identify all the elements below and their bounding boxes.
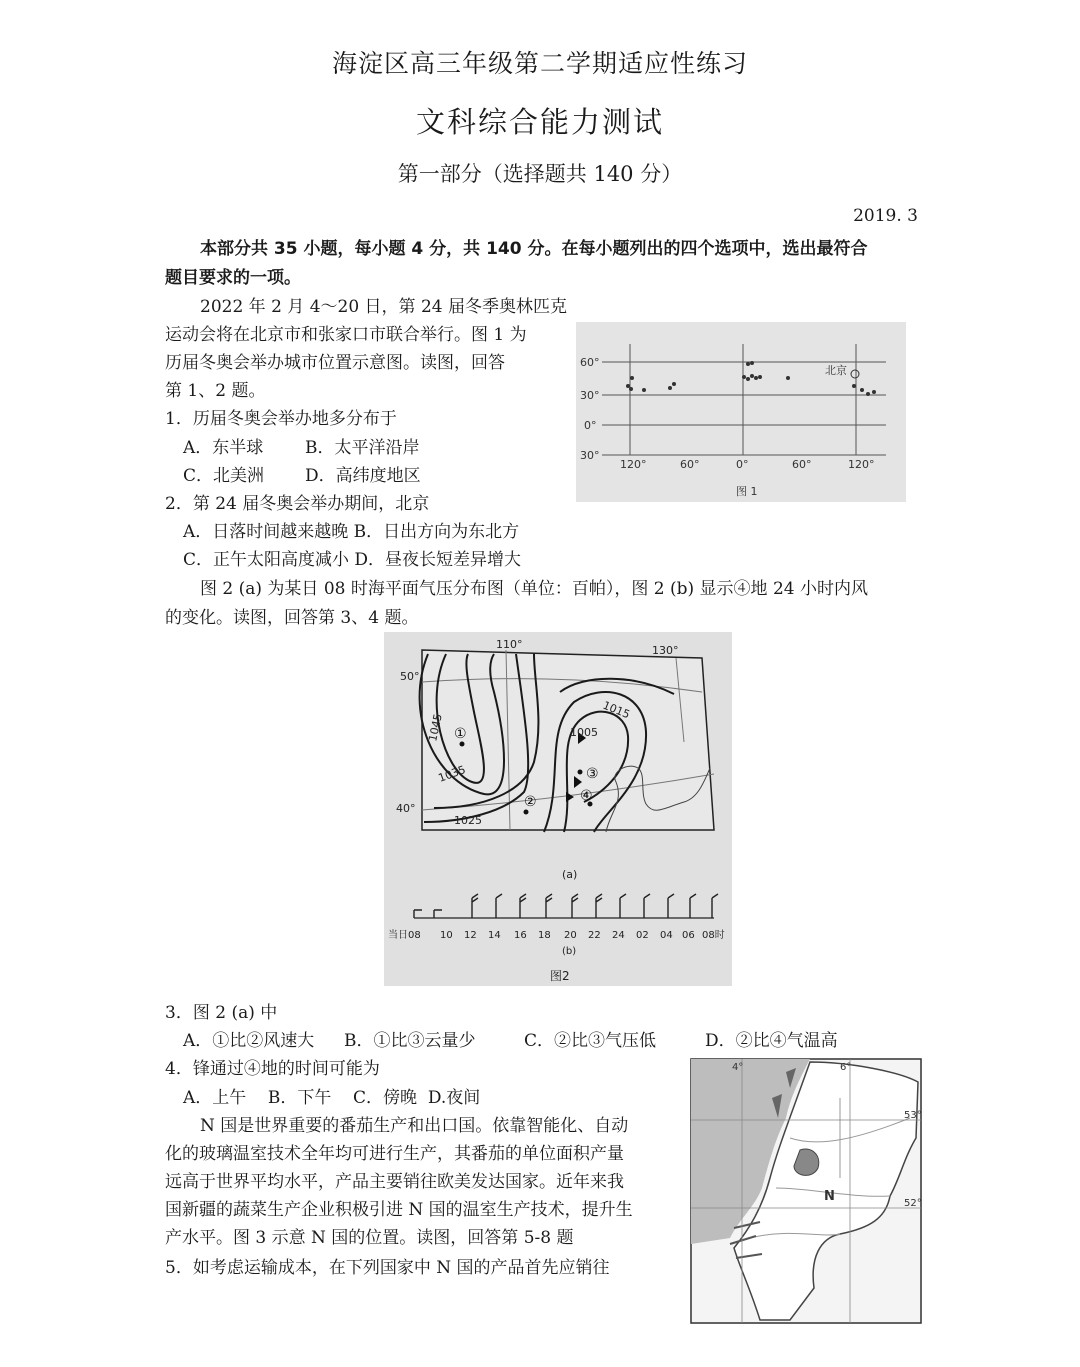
time-label-22: 22 (588, 930, 601, 941)
fig1-caption: 图 1 (736, 485, 758, 498)
part-heading: 第一部分（选择题共 140 分） (397, 162, 683, 186)
fig2-lon-110: 110° (496, 638, 523, 651)
figure-3-map (690, 1058, 922, 1324)
fig3-country-label: N (824, 1189, 835, 1204)
point-3: ③ (586, 766, 599, 782)
question-4-stem: 4．锋通过④地的时间可能为 (165, 1059, 380, 1079)
fig1-lon-120e: 120° (848, 458, 875, 471)
passage1-line-1: 2022 年 2 月 4～20 日，第 24 届冬季奥林匹克 (200, 297, 567, 317)
passage1-line-3: 历届冬奥会举办城市位置示意图。读图，回答 (165, 353, 505, 373)
time-label-20: 20 (564, 930, 577, 941)
question-1-option-c: C．北美洲 (183, 466, 265, 486)
time-label-08: 当日08 (388, 930, 421, 941)
passage2-line-2: 的变化。读图，回答第 3、4 题。 (165, 608, 419, 628)
point-4: ④ (580, 788, 593, 804)
fig2-sub-b: (b) (562, 946, 577, 957)
passage3-line-3: 远高于世界平均水平，产品主要销往欧美发达国家。近年来我 (165, 1172, 624, 1192)
question-3-option-d: D．②比④气温高 (705, 1031, 838, 1051)
passage2-line-1: 图 2 (a) 为某日 08 时海平面气压分布图（单位：百帕），图 2 (b) 显示④地 24 小时内风 (200, 579, 868, 599)
passage1-line-2: 运动会将在北京市和张家口市联合举行。图 1 为 (165, 325, 527, 345)
fig1-lon-0: 0° (736, 458, 749, 471)
exam-subtitle: 文科综合能力测试 (415, 105, 664, 139)
fig2-lon-130: 130° (652, 644, 679, 657)
isobar-1045: 1045 (426, 712, 445, 743)
passage1-line-4: 第 1、2 题。 (165, 381, 266, 401)
fig1-lon-60e: 60° (792, 458, 812, 471)
time-label-06: 06 (682, 930, 695, 941)
time-label-16: 16 (514, 930, 527, 941)
isobar-1035: 1035 (436, 763, 468, 785)
fig3-lat-53: 53° (904, 1110, 922, 1121)
time-label-24: 24 (612, 930, 625, 941)
fig1-beijing-label: 北京 (825, 364, 847, 377)
fig1-lon-60w: 60° (680, 458, 700, 471)
question-2-stem: 2．第 24 届冬奥会举办期间，北京 (165, 494, 430, 514)
fig2-caption: 图2 (550, 969, 570, 983)
question-2-options-ab: A．日落时间越来越晚 B．日出方向为东北方 (183, 522, 520, 542)
passage3-line-1: N 国是世界重要的番茄生产和出口国。依靠智能化、自动 (200, 1116, 629, 1136)
question-4-options: A．上午 B．下午 C．傍晚 D.夜间 (183, 1088, 481, 1108)
fig2-lat-40: 40° (396, 802, 416, 815)
point-2: ② (524, 794, 537, 810)
fig1-lat-0: 0° (584, 419, 597, 432)
question-3-stem: 3．图 2 (a) 中 (165, 1003, 278, 1023)
instructions-line-2: 题目要求的一项。 (165, 268, 301, 288)
question-1-stem: 1．历届冬奥会举办地多分布于 (165, 409, 397, 429)
time-label-02: 02 (636, 930, 649, 941)
question-2-options-cd: C．正午太阳高度减小 D．昼夜长短差异增大 (183, 550, 522, 570)
time-label-04: 04 (660, 930, 673, 941)
fig1-lon-120w: 120° (620, 458, 647, 471)
fig1-lat-60: 60° (580, 356, 600, 369)
fig3-lon-4: 4° (732, 1062, 744, 1073)
fig2-lat-50: 50° (400, 670, 420, 683)
time-label-10: 10 (440, 930, 453, 941)
question-1-option-d: D．高纬度地区 (305, 466, 421, 486)
question-3-option-b: B．①比③云量少 (344, 1031, 476, 1051)
passage3-line-2: 化的玻璃温室技术全年均可进行生产，其番茄的单位面积产量 (165, 1144, 624, 1164)
instructions-line-1: 本部分共 35 小题，每小题 4 分，共 140 分。在每小题列出的四个选项中，选出最符合 (200, 239, 868, 259)
passage3-line-5: 产水平。图 3 示意 N 国的位置。读图，回答第 5-8 题 (165, 1228, 574, 1248)
fig1-lat-30s: 30° (580, 449, 600, 462)
point-1: ① (454, 726, 467, 742)
question-5-stem: 5．如考虑运输成本，在下列国家中 N 国的产品首先应销往 (165, 1258, 610, 1278)
fig2-sub-a: (a) (562, 868, 578, 881)
isobar-1015: 1015 (600, 698, 632, 722)
time-label-14: 14 (488, 930, 501, 941)
question-3-option-a: A．①比②风速大 (183, 1031, 315, 1051)
time-label-08-next: 08时 (702, 930, 725, 941)
figure-1-map (576, 322, 906, 502)
passage3-line-4: 国新疆的蔬菜生产企业积极引进 N 国的温室生产技术，提升生 (165, 1200, 633, 1220)
fig3-lon-6: 6° (840, 1062, 852, 1073)
question-1-option-b: B．太平洋沿岸 (305, 438, 420, 458)
isobar-1005: 1005 (570, 726, 598, 739)
time-label-18: 18 (538, 930, 551, 941)
time-label-12: 12 (464, 930, 477, 941)
question-1-option-a: A．东半球 (183, 438, 264, 458)
exam-title: 海淀区高三年级第二学期适应性练习 (331, 49, 748, 78)
question-3-option-c: C．②比③气压低 (524, 1031, 657, 1051)
exam-date: 2019. 3 (853, 206, 918, 226)
fig3-lat-52: 52° (904, 1198, 922, 1209)
fig1-lat-30n: 30° (580, 389, 600, 402)
figure-2-weather (384, 632, 732, 986)
isobar-1025: 1025 (454, 814, 482, 827)
